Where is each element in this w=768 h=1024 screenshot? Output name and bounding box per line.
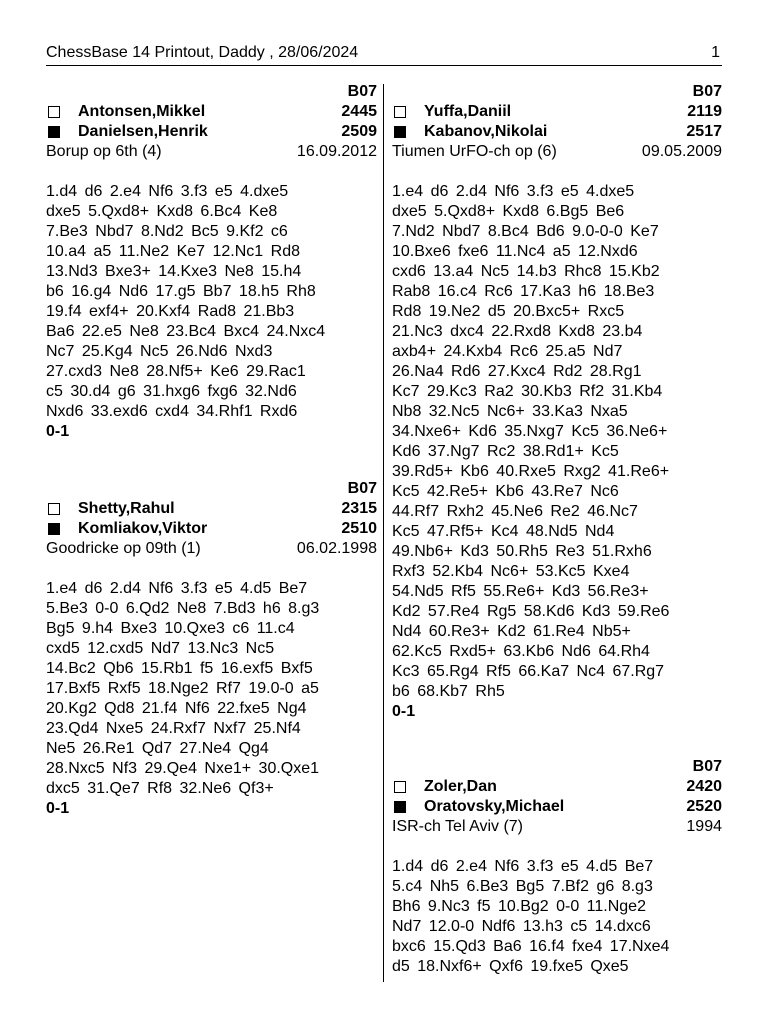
move-line: 13.Nd3 Bxe3+ 14.Kxe3 Ne8 15.h4 bbox=[46, 263, 302, 280]
move-line: Kc3 65.Rg4 Rf5 66.Ka7 Nc4 67.Rg7 bbox=[392, 663, 665, 680]
move-line: Kc5 47.Rf5+ Kc4 48.Nd5 Nd4 bbox=[392, 523, 615, 540]
event-date: 1994 bbox=[686, 818, 722, 835]
move-line: Rab8 16.c4 Rc6 17.Ka3 h6 18.Be3 bbox=[392, 283, 655, 300]
player-name: Yuffa,Daniil bbox=[424, 103, 512, 120]
move-list bbox=[392, 857, 722, 977]
event-date: 09.05.2009 bbox=[641, 143, 722, 160]
move-line: 34.Nxe6+ Kd6 35.Nxg7 Kc5 36.Ne6+ bbox=[392, 423, 668, 440]
move-line: Nd4 60.Re3+ Kd2 61.Re4 Nb5+ bbox=[392, 623, 631, 640]
move-line: 28.Nxc5 Nf3 29.Qe4 Nxe1+ 30.Qxe1 bbox=[46, 760, 320, 777]
move-line: 21.Nc3 dxc4 22.Rxd8 Kxd8 23.b4 bbox=[392, 323, 643, 340]
move-line: 17.Bxf5 Rxf5 18.Nge2 Rf7 19.0-0 a5 bbox=[46, 680, 319, 697]
black-player bbox=[46, 519, 377, 539]
move-line: 5.c4 Nh5 6.Be3 Bg5 7.Bf2 g6 8.g3 bbox=[392, 878, 653, 895]
white-player bbox=[392, 777, 722, 797]
eco-code: B07 bbox=[347, 83, 377, 100]
move-line: Kc7 29.Kc3 Ra2 30.Kb3 Rf2 31.Kb4 bbox=[392, 383, 663, 400]
eco-code: B07 bbox=[692, 758, 722, 775]
move-line: Nxd6 33.exd6 cxd4 34.Rhf1 Rxd6 bbox=[46, 403, 298, 420]
move-line: 1.e4 d6 2.d4 Nf6 3.f3 e5 4.dxe5 bbox=[392, 183, 635, 200]
page-number: 1 bbox=[711, 44, 720, 61]
move-line: bxc6 15.Qd3 Ba6 16.f4 fxe4 17.Nxe4 bbox=[392, 938, 670, 955]
move-line: cxd5 12.cxd5 Nd7 13.Nc3 Nc5 bbox=[46, 640, 275, 657]
move-line: 39.Rd5+ Kb6 40.Rxe5 Rxg2 41.Re6+ bbox=[392, 463, 670, 480]
move-line: 26.Na4 Rd6 27.Kxc4 Rd2 28.Rg1 bbox=[392, 363, 642, 380]
player-name: Oratovsky,Michael bbox=[424, 798, 565, 815]
move-line: dxc5 31.Qe7 Rf8 32.Ne6 Qf3+ bbox=[46, 780, 274, 797]
player-elo: 2119 bbox=[687, 103, 722, 120]
player-name: Shetty,Rahul bbox=[78, 500, 175, 517]
player-name: Komliakov,Viktor bbox=[78, 520, 208, 537]
white-square-icon bbox=[48, 106, 60, 118]
move-line: 44.Rf7 Rxh2 45.Ne6 Re2 46.Nc7 bbox=[392, 503, 638, 520]
event-row bbox=[392, 142, 722, 162]
white-square-icon bbox=[394, 106, 406, 118]
black-square-icon bbox=[48, 126, 60, 138]
move-line: b6 68.Kb7 Rh5 bbox=[392, 683, 505, 700]
white-square-icon bbox=[394, 781, 406, 793]
move-line: 27.cxd3 Ne8 28.Nf5+ Ke6 29.Rac1 bbox=[46, 363, 306, 380]
game-entry bbox=[392, 757, 722, 977]
black-square-icon bbox=[394, 801, 406, 813]
player-elo: 2509 bbox=[341, 123, 377, 140]
move-line: Kd6 37.Ng7 Rc2 38.Rd1+ Kc5 bbox=[392, 443, 619, 460]
event-name: ISR-ch Tel Aviv (7) bbox=[392, 818, 524, 835]
event-name: Borup op 6th (4) bbox=[46, 143, 162, 160]
move-line: 7.Be3 Nbd7 8.Nd2 Bc5 9.Kf2 c6 bbox=[46, 223, 288, 240]
player-name: Danielsen,Henrik bbox=[78, 123, 208, 140]
player-elo: 2510 bbox=[341, 520, 377, 537]
move-line: 14.Bc2 Qb6 15.Rb1 f5 16.exf5 Bxf5 bbox=[46, 660, 313, 677]
player-elo: 2520 bbox=[686, 798, 722, 815]
printout-title: ChessBase 14 Printout, Daddy , 28/06/2024 bbox=[46, 44, 359, 61]
move-list bbox=[46, 182, 377, 422]
move-line: dxe5 5.Qxd8+ Kxd8 6.Bg5 Be6 bbox=[392, 203, 625, 220]
event-row bbox=[46, 142, 377, 162]
move-line: Nd7 12.0-0 Ndf6 13.h3 c5 14.dxc6 bbox=[392, 918, 651, 935]
black-square-icon bbox=[48, 523, 60, 535]
move-line: c5 30.d4 g6 31.hxg6 fxg6 32.Nd6 bbox=[46, 383, 297, 400]
game-entry bbox=[392, 82, 722, 722]
game-result: 0-1 bbox=[46, 423, 70, 440]
move-line: 62.Kc5 Rxd5+ 63.Kb6 Nd6 64.Rh4 bbox=[392, 643, 650, 660]
move-line: Rd8 19.Ne2 d5 20.Bxc5+ Rxc5 bbox=[392, 303, 625, 320]
player-name: Zoler,Dan bbox=[424, 778, 497, 795]
event-row bbox=[46, 539, 377, 559]
move-line: d5 18.Nxf6+ Qxf6 19.fxe5 Qxe5 bbox=[392, 958, 629, 975]
player-elo: 2420 bbox=[686, 778, 722, 795]
player-elo: 2315 bbox=[341, 500, 377, 517]
player-elo: 2517 bbox=[686, 123, 722, 140]
eco-code: B07 bbox=[692, 83, 722, 100]
move-line: dxe5 5.Qxd8+ Kxd8 6.Bc4 Ke8 bbox=[46, 203, 278, 220]
move-line: 23.Qd4 Nxe5 24.Rxf7 Nxf7 25.Nf4 bbox=[46, 720, 301, 737]
move-line: Ba6 22.e5 Ne8 23.Bc4 Bxc4 24.Nxc4 bbox=[46, 323, 326, 340]
move-line: 1.e4 d6 2.d4 Nf6 3.f3 e5 4.d5 Be7 bbox=[46, 580, 308, 597]
move-list bbox=[392, 182, 722, 702]
game-result: 0-1 bbox=[392, 703, 416, 720]
move-line: Kd2 57.Re4 Rg5 58.Kd6 Kd3 59.Re6 bbox=[392, 603, 670, 620]
move-line: b6 16.g4 Nd6 17.g5 Bb7 18.h5 Rh8 bbox=[46, 283, 316, 300]
move-line: Kc5 42.Re5+ Kb6 43.Re7 Nc6 bbox=[392, 483, 619, 500]
event-name: Goodricke op 09th (1) bbox=[46, 540, 201, 557]
page-header bbox=[46, 41, 722, 66]
move-line: 10.a4 a5 11.Ne2 Ke7 12.Nc1 Rd8 bbox=[46, 243, 300, 260]
move-line: 7.Nd2 Nbd7 8.Bc4 Bd6 9.0-0-0 Ke7 bbox=[392, 223, 659, 240]
move-line: 20.Kg2 Qd8 21.f4 Nf6 22.fxe5 Ng4 bbox=[46, 700, 307, 717]
event-date: 16.09.2012 bbox=[296, 143, 377, 160]
game-entry bbox=[46, 82, 377, 442]
move-line: Bg5 9.h4 Bxe3 10.Qxe3 c6 11.c4 bbox=[46, 620, 295, 637]
white-player bbox=[392, 102, 722, 122]
move-line: Nb8 32.Nc5 Nc6+ 33.Ka3 Nxa5 bbox=[392, 403, 628, 420]
player-name: Antonsen,Mikkel bbox=[78, 103, 206, 120]
move-line: 49.Nb6+ Kd3 50.Rh5 Re3 51.Rxh6 bbox=[392, 543, 652, 560]
column-divider bbox=[383, 84, 384, 982]
black-player bbox=[46, 122, 377, 142]
event-row bbox=[392, 817, 722, 837]
move-line: 19.f4 exf4+ 20.Kxf4 Rad8 21.Bb3 bbox=[46, 303, 295, 320]
move-line: Nc7 25.Kg4 Nc5 26.Nd6 Nxd3 bbox=[46, 343, 273, 360]
move-line: Ne5 26.Re1 Qd7 27.Ne4 Qg4 bbox=[46, 740, 269, 757]
eco-code: B07 bbox=[347, 480, 377, 497]
move-line: 1.d4 d6 2.e4 Nf6 3.f3 e5 4.dxe5 bbox=[46, 183, 289, 200]
move-line: Bh6 9.Nc3 f5 10.Bg2 0-0 11.Nge2 bbox=[392, 898, 646, 915]
move-line: Rxf3 52.Kb4 Nc6+ 53.Kc5 Kxe4 bbox=[392, 563, 630, 580]
event-date: 06.02.1998 bbox=[296, 540, 377, 557]
black-player bbox=[392, 797, 722, 817]
white-player bbox=[46, 499, 377, 519]
game-result: 0-1 bbox=[46, 800, 70, 817]
move-line: cxd6 13.a4 Nc5 14.b3 Rhc8 15.Kb2 bbox=[392, 263, 660, 280]
move-line: axb4+ 24.Kxb4 Rc6 25.a5 Nd7 bbox=[392, 343, 623, 360]
game-entry bbox=[46, 479, 377, 819]
black-square-icon bbox=[394, 126, 406, 138]
move-line: 10.Bxe6 fxe6 11.Nc4 a5 12.Nxd6 bbox=[392, 243, 638, 260]
black-player bbox=[392, 122, 722, 142]
move-line: 54.Nd5 Rf5 55.Re6+ Kd3 56.Re3+ bbox=[392, 583, 649, 600]
player-elo: 2445 bbox=[341, 103, 377, 120]
event-name: Tiumen UrFO-ch op (6) bbox=[392, 143, 557, 160]
move-line: 5.Be3 0-0 6.Qd2 Ne8 7.Bd3 h6 8.g3 bbox=[46, 600, 320, 617]
white-square-icon bbox=[48, 503, 60, 515]
player-name: Kabanov,Nikolai bbox=[424, 123, 548, 140]
white-player bbox=[46, 102, 377, 122]
move-line: 1.d4 d6 2.e4 Nf6 3.f3 e5 4.d5 Be7 bbox=[392, 858, 654, 875]
move-list bbox=[46, 579, 377, 799]
